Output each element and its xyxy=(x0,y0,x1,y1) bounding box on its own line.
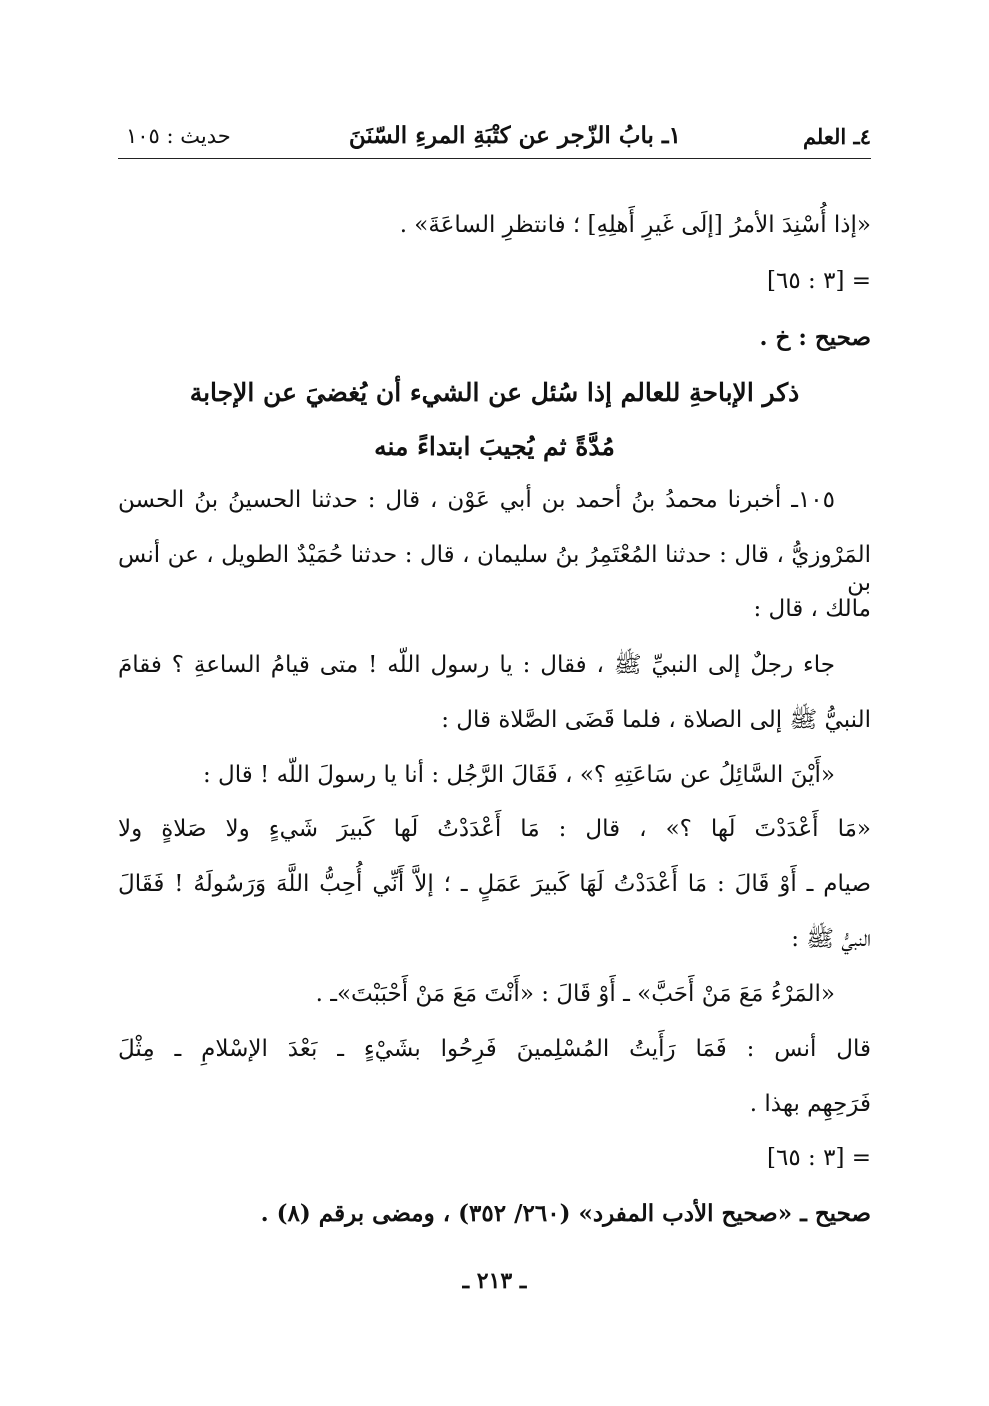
matn-line: «أَيْنَ السَّائِلُ عن سَاعَتِهِ ؟» ، فَقَالَ الرَّجُل : أنا يا رسولَ اللّه ! قال : xyxy=(202,762,835,788)
matn-line: صيام ـ أَوْ قَالَ : مَا أَعْدَدْتُ لَهَا كَبيرَ عَمَلٍ ـ ؛ إلاَّ أَنِّي أُحِبُّ اللَّهَ وَرَسُولَهُ ! فَقَالَ xyxy=(118,871,871,897)
isnad-line: المَرْوزيُّ ، قال : حدثنا المُعْتَمِرُ بنُ سليمان ، قال : حدثنا حُمَيْدٌ الطويل ، عن أنس بن xyxy=(118,542,871,596)
matn-line: «المَرْءُ مَعَ مَنْ أَحَبَّ» ـ أَوْ قَالَ : «أَنْتَ مَعَ مَنْ أَحْبَبْتَ»ـ . xyxy=(315,981,835,1007)
chapter-heading-line-1: ذكر الإباحةِ للعالم إذا سُئل عن الشيء أن يُغضيَ عن الإجابة xyxy=(189,378,800,407)
matn-line: قال أنس : فَمَا رَأَيتُ المُسْلِمينَ فَرِحُوا بشَيْءٍ ـ بَعْدَ الإسْلامِ ـ مِثْلَ xyxy=(118,1036,871,1062)
isnad-line: مالك ، قال : xyxy=(753,596,871,622)
matn-line: جاء رجلٌ إلى النبيِّ ﷺ ، فقال : يا رسول اللّه ! متى قيامُ الساعةِ ؟ فقامَ xyxy=(118,652,835,678)
grading-line: صحيح : خ . xyxy=(759,324,871,351)
hadith-number: حديث : ١٠٥ xyxy=(126,124,231,148)
book-page xyxy=(118,0,871,1406)
grading-line: صحيح ـ «صحيح الأدب المفرد» (٢٦٠/ ٣٥٢) ، ومضى برقم (٨) . xyxy=(260,1200,871,1227)
matn-line: «مَا أَعْدَدْتَ لَها ؟» ، قال : مَا أَعْدَدْتُ لَها كَبيرَ شَيءٍ ولا صَلاةٍ ولا xyxy=(118,816,871,842)
reference-line: = [٣ : ٦٥] xyxy=(767,1145,871,1171)
matn-line: النبيُّ ﷺ إلى الصلاة ، فلما قَضَى الصَّلاة قال : xyxy=(441,707,871,733)
header-divider xyxy=(118,158,871,159)
running-header xyxy=(118,118,871,154)
page-number: ـ ٢١٣ ـ xyxy=(462,1268,527,1294)
matn-line: فَرَحِهِم بهذا . xyxy=(749,1091,871,1117)
chapter-title: ٤ـ العلم xyxy=(802,124,871,149)
reference-line: = [٣ : ٦٥] xyxy=(767,268,871,294)
matn-line: النبيُّ ﷺ : xyxy=(791,926,871,952)
chapter-heading-line-2: مُدَّةً ثم يُجيبَ ابتداءً منه xyxy=(374,432,615,461)
section-title: ١ـ بابُ الزّجر عن كتْبَةِ المرءِ السّنَنَ xyxy=(348,122,681,149)
isnad-line: ١٠٥ـ أخبرنا محمدُ بنُ أحمد بن أبي عَوْن ، قال : حدثنا الحسينُ بنُ الحسن xyxy=(118,487,835,513)
text-line: «إذا أُسْنِدَ الأمرُ [إلَى غَيرِ أَهلِهِ] ؛ فانتظرِ الساعَةَ» . xyxy=(399,212,871,238)
